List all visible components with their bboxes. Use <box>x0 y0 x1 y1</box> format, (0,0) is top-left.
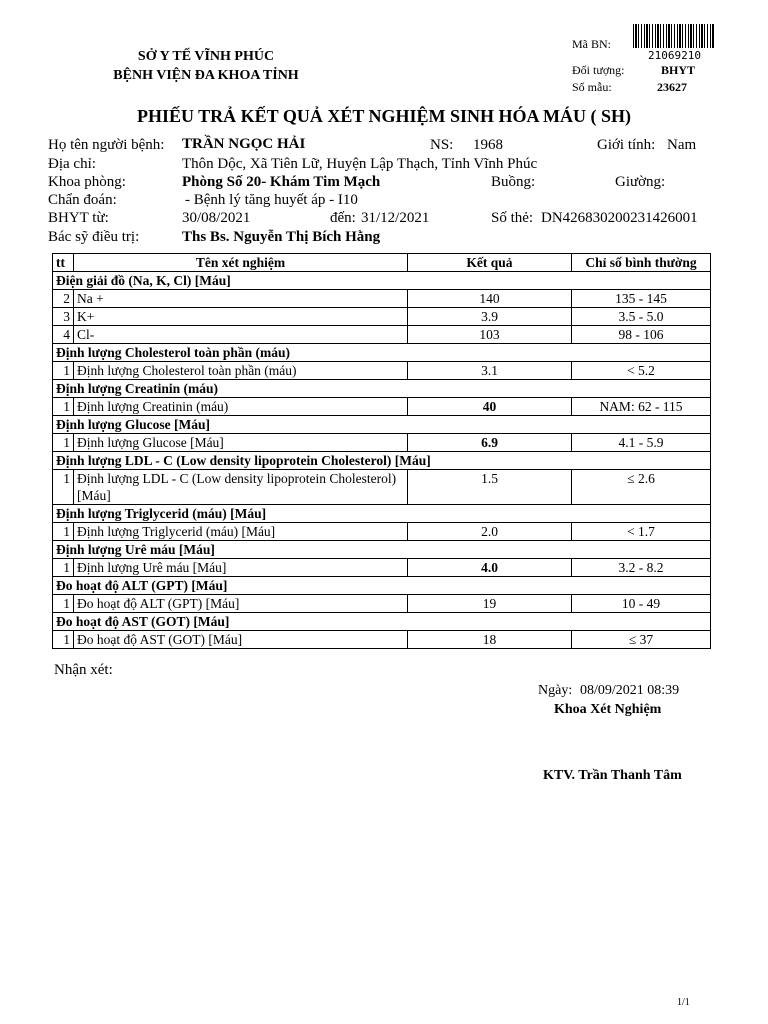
diagnosis-value: - Bệnh lý tăng huyết áp - I10 <box>185 192 358 208</box>
group-title: Điện giải đồ (Na, K, Cl) [Máu] <box>53 272 711 290</box>
results-table <box>52 253 711 649</box>
cell-result: 40 <box>408 398 572 416</box>
doctor-label: Bác sỹ điều trị: <box>48 229 140 245</box>
col-header-result: Kết quả <box>408 254 572 272</box>
cell-test-name: Định lượng Triglycerid (máu) [Máu] <box>74 523 408 541</box>
cell-tt: 1 <box>53 434 74 452</box>
col-header-name: Tên xét nghiệm <box>74 254 408 272</box>
page-number: 1/1 <box>677 997 690 1008</box>
cell-result: 140 <box>408 290 572 308</box>
cell-normal-range: < 5.2 <box>572 362 711 380</box>
cell-tt: 3 <box>53 308 74 326</box>
page-title: PHIẾU TRẢ KẾT QUẢ XÉT NGHIỆM SINH HÓA MÁU ( SH) <box>136 106 632 126</box>
diagnosis-label: Chẩn đoán: <box>48 192 117 208</box>
group-title: Đo hoạt độ ALT (GPT) [Máu] <box>53 577 711 595</box>
group-title: Đo hoạt độ AST (GOT) [Máu] <box>53 613 711 631</box>
group-row <box>53 577 711 595</box>
table-row <box>53 631 711 649</box>
cell-test-name: Đo hoạt độ ALT (GPT) [Máu] <box>74 595 408 613</box>
doctor-value: Ths Bs. Nguyễn Thị Bích Hằng <box>182 229 381 245</box>
cell-tt: 1 <box>53 523 74 541</box>
cell-normal-range: < 1.7 <box>572 523 711 541</box>
cell-test-name: Định lượng Creatinin (máu) <box>74 398 408 416</box>
table-row <box>53 434 711 452</box>
insurance-from-value: 30/08/2021 <box>182 210 251 226</box>
subject-value: BHYT <box>661 63 696 77</box>
group-row <box>53 416 711 434</box>
group-row <box>53 505 711 523</box>
table-row <box>53 362 711 380</box>
date-value: 08/09/2021 08:39 <box>580 683 680 698</box>
card-value: DN426830200231426001 <box>541 210 698 226</box>
insurance-from-label: BHYT từ: <box>48 210 109 226</box>
cell-tt: 1 <box>53 631 74 649</box>
subject-label: Đối tượng: <box>572 63 625 77</box>
patient-name: TRẦN NGỌC HẢI <box>182 136 306 152</box>
table-row <box>53 470 711 505</box>
table-header-row <box>53 254 711 272</box>
cell-normal-range: 135 - 145 <box>572 290 711 308</box>
group-row <box>53 380 711 398</box>
table-row <box>53 326 711 344</box>
cell-result: 18 <box>408 631 572 649</box>
cell-result: 3.1 <box>408 362 572 380</box>
lab-name: Khoa Xét Nghiệm <box>554 702 662 717</box>
group-title: Định lượng Glucose [Máu] <box>53 416 711 434</box>
cell-result: 3.9 <box>408 308 572 326</box>
hospital-name: BỆNH VIỆN ĐA KHOA TỈNH <box>113 68 299 83</box>
table-row <box>53 559 711 577</box>
group-row <box>53 272 711 290</box>
sample-value: 23627 <box>657 80 687 94</box>
remark-label: Nhận xét: <box>54 662 113 678</box>
cell-test-name: Cl- <box>74 326 408 344</box>
group-row <box>53 613 711 631</box>
cell-normal-range: 3.2 - 8.2 <box>572 559 711 577</box>
room-label: Khoa phòng: <box>48 174 126 190</box>
address-label: Địa chỉ: <box>48 156 96 172</box>
cell-normal-range: 98 - 106 <box>572 326 711 344</box>
cell-test-name: Định lượng Cholesterol toàn phần (máu) <box>74 362 408 380</box>
insurance-to-value: 31/12/2021 <box>361 210 430 226</box>
group-title: Định lượng Cholesterol toàn phần (máu) <box>53 344 711 362</box>
table-row <box>53 523 711 541</box>
date-label: Ngày: <box>538 683 573 698</box>
col-header-tt: tt <box>53 254 74 272</box>
group-title: Định lượng Urê máu [Máu] <box>53 541 711 559</box>
cell-tt: 1 <box>53 398 74 416</box>
cell-normal-range: NAM: 62 - 115 <box>572 398 711 416</box>
cell-normal-range: 10 - 49 <box>572 595 711 613</box>
room-value: Phòng Số 20- Khám Tim Mạch <box>182 174 381 190</box>
table-row <box>53 308 711 326</box>
gender-label: Giới tính: <box>597 137 656 153</box>
cell-result: 6.9 <box>408 434 572 452</box>
cell-test-name: Na + <box>74 290 408 308</box>
cell-tt: 2 <box>53 290 74 308</box>
group-title: Định lượng LDL - C (Low density lipoprotein Cholesterol) [Máu] <box>53 452 711 470</box>
cell-normal-range: 3.5 - 5.0 <box>572 308 711 326</box>
patient-code-label: Mã BN: <box>572 37 611 51</box>
cell-result: 103 <box>408 326 572 344</box>
barcode-icon <box>633 24 715 48</box>
gender-value: Nam <box>667 137 697 153</box>
cell-tt: 4 <box>53 326 74 344</box>
card-label: Số thẻ: <box>491 210 534 226</box>
address-value: Thôn Dộc, Xã Tiên Lữ, Huyện Lập Thạch, Tỉnh Vĩnh Phúc <box>182 156 538 172</box>
group-row <box>53 452 711 470</box>
group-title: Định lượng Triglycerid (máu) [Máu] <box>53 505 711 523</box>
cell-test-name: Đo hoạt độ AST (GOT) [Máu] <box>74 631 408 649</box>
dob-value: 1968 <box>473 137 503 153</box>
table-row <box>53 398 711 416</box>
name-label: Họ tên người bệnh: <box>48 137 165 153</box>
cell-tt: 1 <box>53 470 74 505</box>
group-row <box>53 344 711 362</box>
ward-label: Buồng: <box>491 174 536 190</box>
cell-test-name: K+ <box>74 308 408 326</box>
cell-result: 19 <box>408 595 572 613</box>
cell-test-name: Định lượng LDL - C (Low density lipoprotein Cholesterol) [Máu] <box>74 470 408 505</box>
cell-tt: 1 <box>53 559 74 577</box>
cell-result: 2.0 <box>408 523 572 541</box>
cell-normal-range: 4.1 - 5.9 <box>572 434 711 452</box>
insurance-to-label: đến: <box>330 210 356 226</box>
cell-test-name: Định lượng Glucose [Máu] <box>74 434 408 452</box>
patient-code: 21069210 <box>648 49 701 62</box>
technician-name: KTV. Trần Thanh Tâm <box>543 768 682 783</box>
dob-label: NS: <box>430 137 454 153</box>
cell-test-name: Định lượng Urê máu [Máu] <box>74 559 408 577</box>
col-header-normal: Chỉ số bình thường <box>572 254 711 272</box>
cell-normal-range: ≤ 37 <box>572 631 711 649</box>
cell-tt: 1 <box>53 362 74 380</box>
sample-label: Số mẫu: <box>572 80 612 94</box>
results-body <box>53 272 711 649</box>
table-row <box>53 595 711 613</box>
bed-label: Giường: <box>615 174 666 190</box>
group-row <box>53 541 711 559</box>
cell-result: 1.5 <box>408 470 572 505</box>
cell-tt: 1 <box>53 595 74 613</box>
group-title: Định lượng Creatinin (máu) <box>53 380 711 398</box>
department-name: SỞ Y TẾ VĨNH PHÚC <box>137 49 275 64</box>
cell-result: 4.0 <box>408 559 572 577</box>
cell-normal-range: ≤ 2.6 <box>572 470 711 505</box>
table-row <box>53 290 711 308</box>
